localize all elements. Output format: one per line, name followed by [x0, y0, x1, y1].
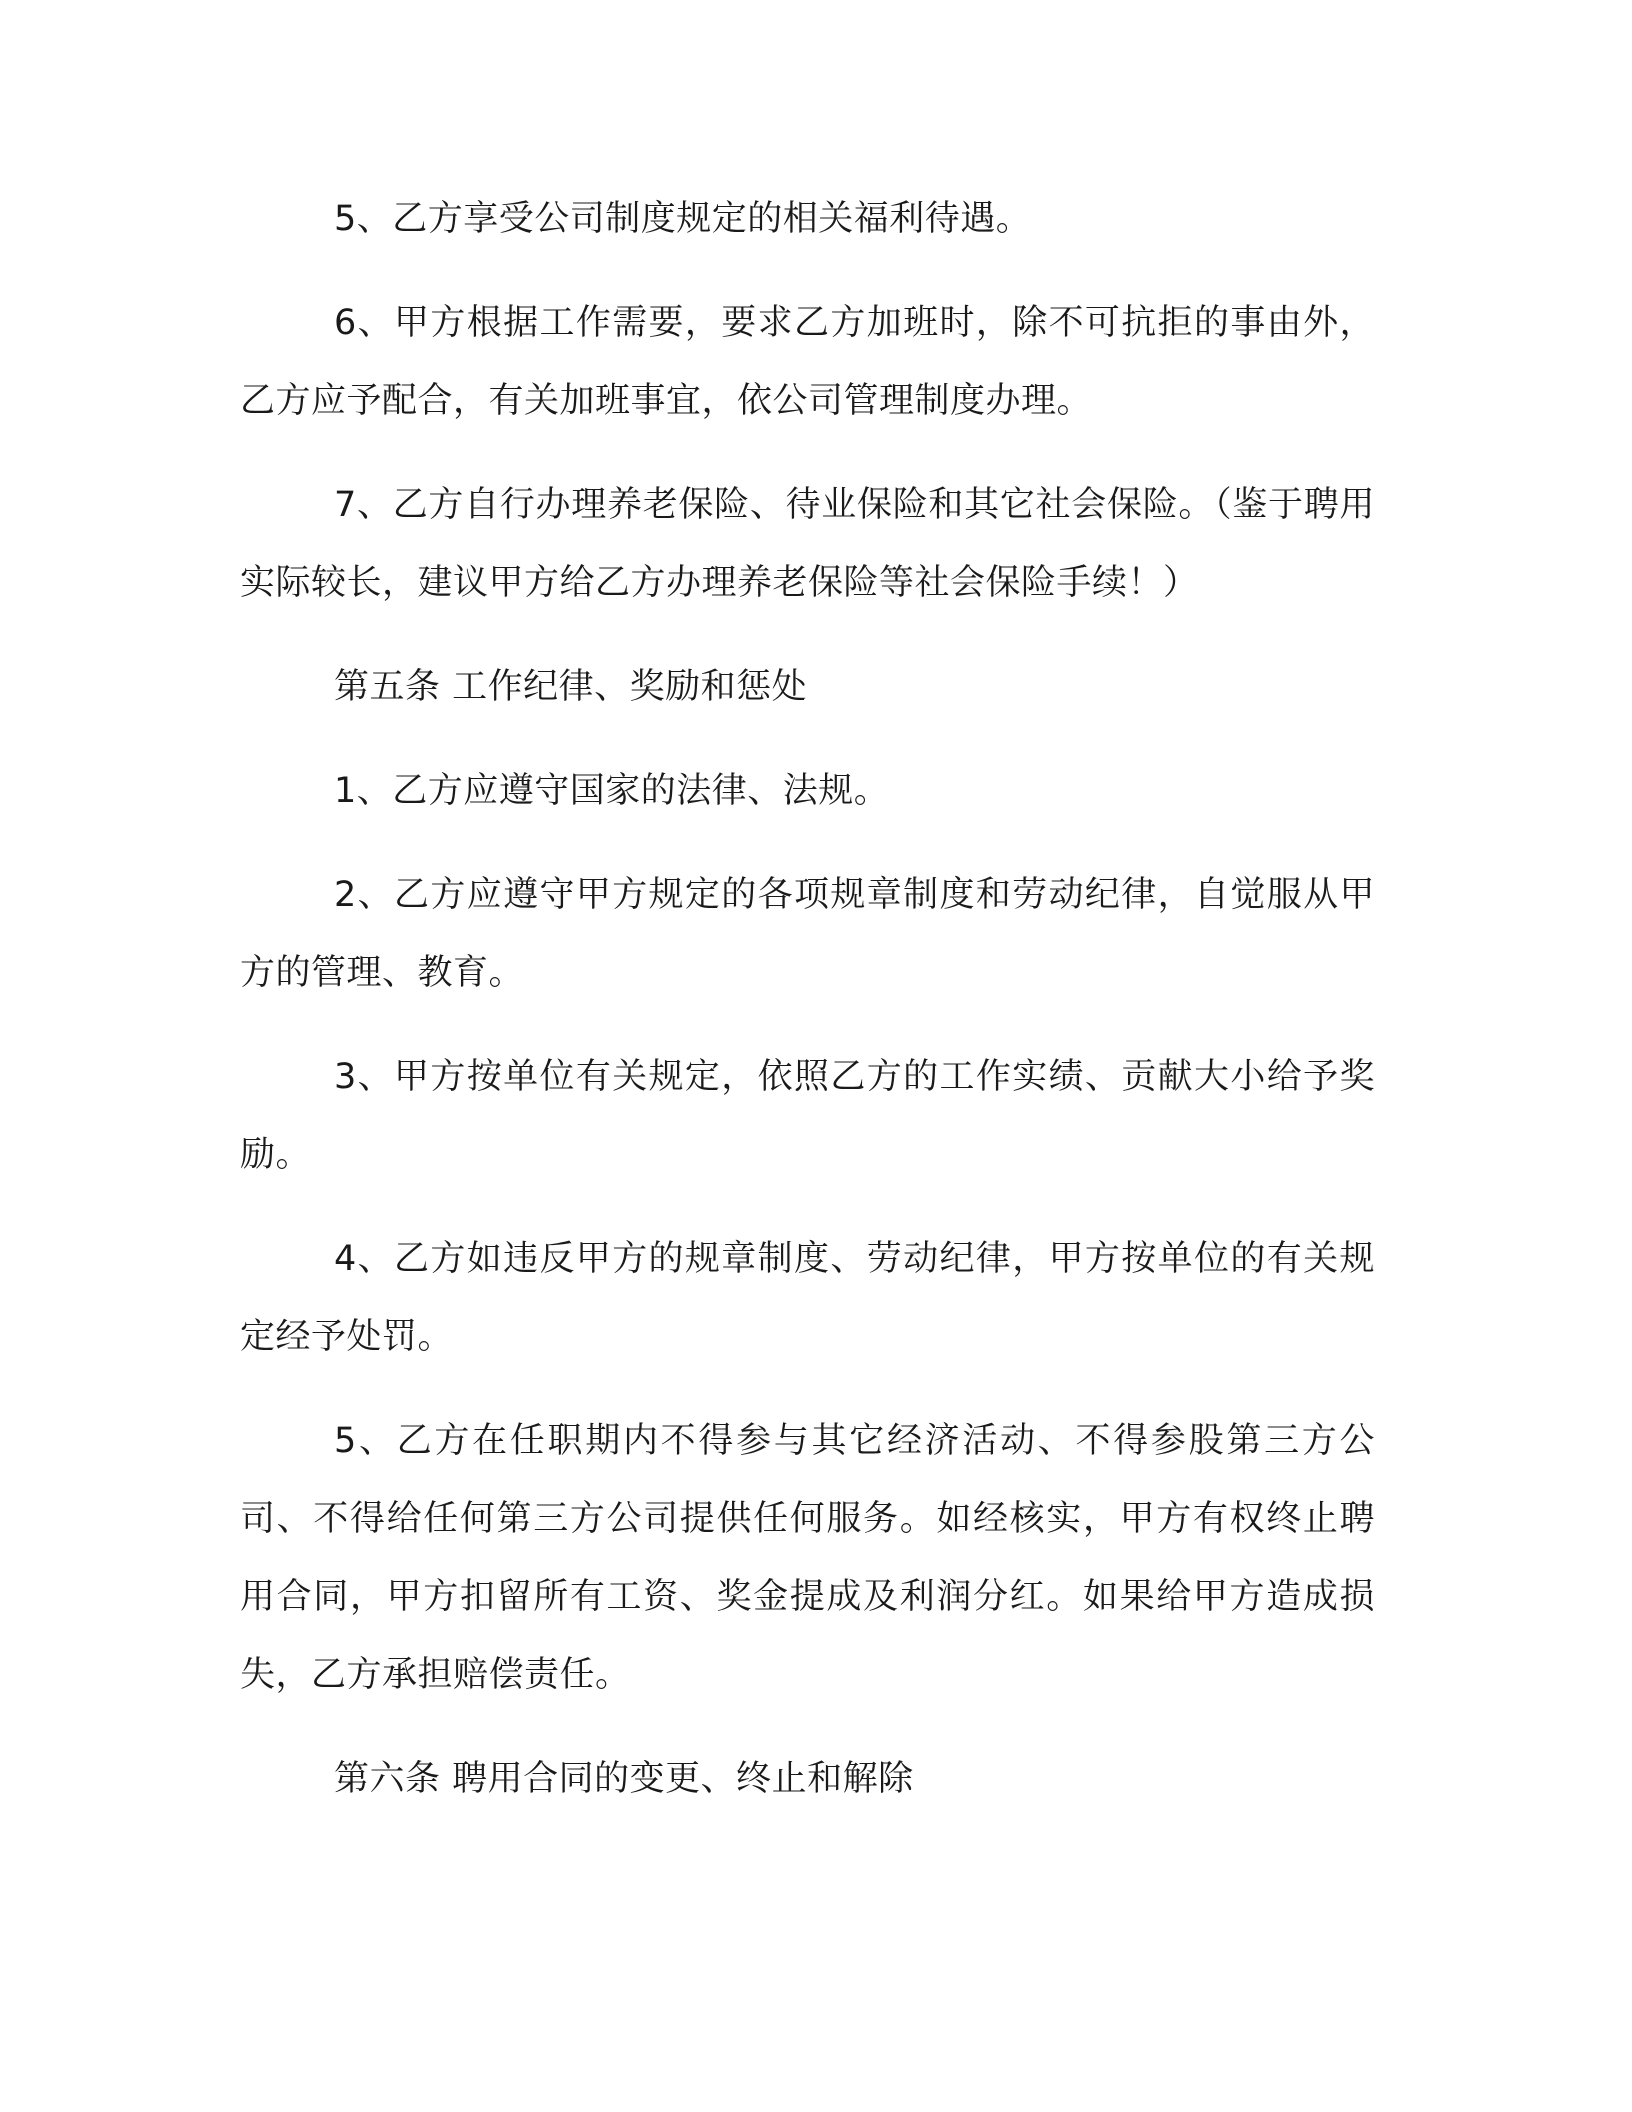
clause-4-item-6: 6、甲方根据工作需要，要求乙方加班时，除不可抗拒的事由外，乙方应予配合，有关加班事宜，依公司管理制度办理。: [240, 303, 1375, 421]
clause-5-item-1: 1、乙方应遵守国家的法律、法规。: [334, 771, 890, 811]
clause-5-item-5: 5、乙方在任职期内不得参与其它经济活动、不得参股第三方公司、不得给任何第三方公司提供任何服务。如经核实，甲方有权终止聘用合同，甲方扣留所有工资、奖金提成及利润分红。如果给甲方造成损失，乙方承担赔偿责任。: [240, 1421, 1375, 1695]
clause-4-item-5: 5、乙方享受公司制度规定的相关福利待遇。: [334, 199, 1032, 239]
clause-5-item-4: 4、乙方如违反甲方的规章制度、劳动纪律，甲方按单位的有关规定经予处罚。: [240, 1239, 1375, 1357]
document-body: [240, 180, 1375, 1818]
clause-5-item-2: 2、乙方应遵守甲方规定的各项规章制度和劳动纪律，自觉服从甲方的管理、教育。: [240, 875, 1375, 993]
section-heading-article-5: 第五条 工作纪律、奖励和惩处: [334, 667, 808, 707]
section-heading-article-6: 第六条 聘用合同的变更、终止和解除: [334, 1759, 914, 1799]
clause-5-item-3: 3、甲方按单位有关规定，依照乙方的工作实绩、贡献大小给予奖励。: [240, 1057, 1375, 1175]
clause-4-item-7: 7、乙方自行办理养老保险、待业保险和其它社会保险。（鉴于聘用实际较长，建议甲方给乙方办理养老保险等社会保险手续！）: [240, 485, 1375, 603]
